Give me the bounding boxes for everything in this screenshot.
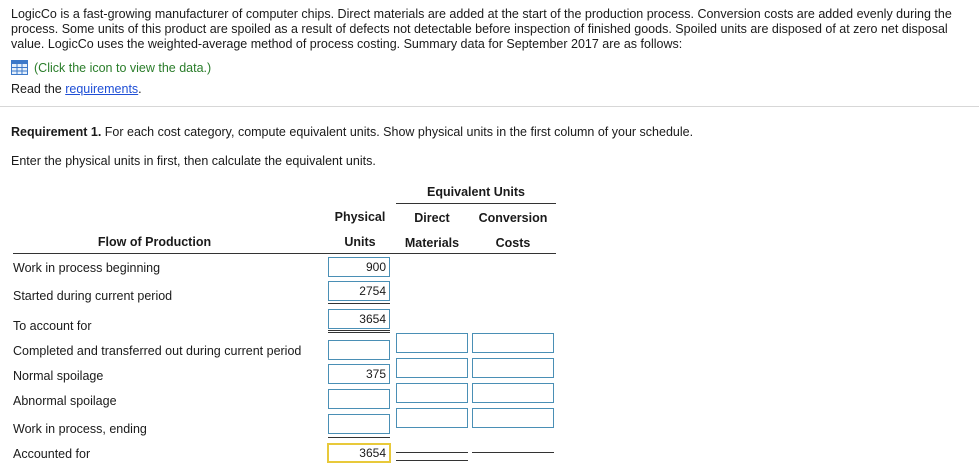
dm-abnormal-spoilage-input[interactable] <box>396 383 468 403</box>
equivalent-units-rule <box>396 203 556 204</box>
row-label-normal-spoilage: Normal spoilage <box>13 369 104 383</box>
table-icon[interactable] <box>11 60 28 75</box>
physical-header-2: Units <box>344 235 376 249</box>
header-rule <box>13 253 556 254</box>
row-label-abnormal-spoilage: Abnormal spoilage <box>13 394 117 408</box>
requirements-link[interactable]: requirements <box>65 82 139 96</box>
cc-total-rule <box>472 452 554 453</box>
dm-normal-spoilage-input[interactable] <box>396 358 468 378</box>
physical-abnormal-spoilage-input[interactable] <box>328 389 390 409</box>
conversion-costs-header-2: Costs <box>495 236 531 250</box>
view-data-label[interactable]: (Click the icon to view the data.) <box>34 60 212 75</box>
requirement-label: Requirement 1. <box>11 125 102 139</box>
physical-normal-spoilage-input[interactable] <box>328 364 390 384</box>
cc-normal-spoilage-input[interactable] <box>472 358 554 378</box>
row-label-started: Started during current period <box>13 289 173 303</box>
physical-wip-ending-input[interactable] <box>328 414 390 434</box>
physical-header-1: Physical <box>334 210 386 224</box>
section-divider <box>0 106 979 107</box>
conversion-costs-header-1: Conversion <box>478 211 548 225</box>
cc-completed-input[interactable] <box>472 333 554 353</box>
total-double-rule-1 <box>328 330 390 331</box>
physical-wip-beginning-input[interactable] <box>328 257 390 277</box>
cc-wip-ending-input[interactable] <box>472 408 554 428</box>
read-requirements-line <box>11 82 142 96</box>
physical-completed-input[interactable] <box>328 340 390 360</box>
dm-total-rule-2 <box>396 460 468 461</box>
cc-abnormal-spoilage-input[interactable] <box>472 383 554 403</box>
read-suffix: . <box>138 82 142 96</box>
requirement-1 <box>11 125 693 139</box>
instruction-text: Enter the physical units in first, then calculate the equivalent units. <box>11 154 376 168</box>
dm-total-rule <box>396 452 468 453</box>
direct-materials-header-1: Direct <box>414 211 450 225</box>
problem-description: LogicCo is a fast-growing manufacturer of computer chips. Direct materials are added at the start of the production process. Conversion costs are added evenly during the process. Some units of this product are spoiled as a result of defects not detectable before inspection of finished goods. Spoiled units are disposed of at zero net disposal value. LogicCo uses the weighted-average method of process costing. Summary data for September 2017 are as follows: <box>11 7 952 51</box>
row-label-wip-ending: Work in process, ending <box>13 422 147 436</box>
requirement-text: For each cost category, compute equivalent units. Show physical units in the first column of your schedule. <box>101 125 694 139</box>
row-label-accounted-for: Accounted for <box>13 447 91 461</box>
row-label-wip-beginning: Work in process beginning <box>13 261 161 275</box>
dm-wip-ending-input[interactable] <box>396 408 468 428</box>
dm-completed-input[interactable] <box>396 333 468 353</box>
view-data-link[interactable] <box>11 60 211 75</box>
physical-accounted-for-input[interactable] <box>327 443 391 463</box>
subtotal-rule <box>328 303 390 304</box>
read-prefix: Read the <box>11 82 66 96</box>
flow-of-production-header: Flow of Production <box>97 235 212 249</box>
equivalent-units-header: Equivalent Units <box>427 185 525 199</box>
physical-started-input[interactable] <box>328 281 390 301</box>
direct-materials-header-2: Materials <box>404 236 460 250</box>
physical-to-account-for-input[interactable] <box>328 309 390 329</box>
row-label-completed: Completed and transferred out during current period <box>13 344 302 358</box>
subtotal-rule-2 <box>328 437 390 438</box>
total-double-rule-2 <box>328 332 390 333</box>
row-label-to-account-for: To account for <box>13 319 92 333</box>
